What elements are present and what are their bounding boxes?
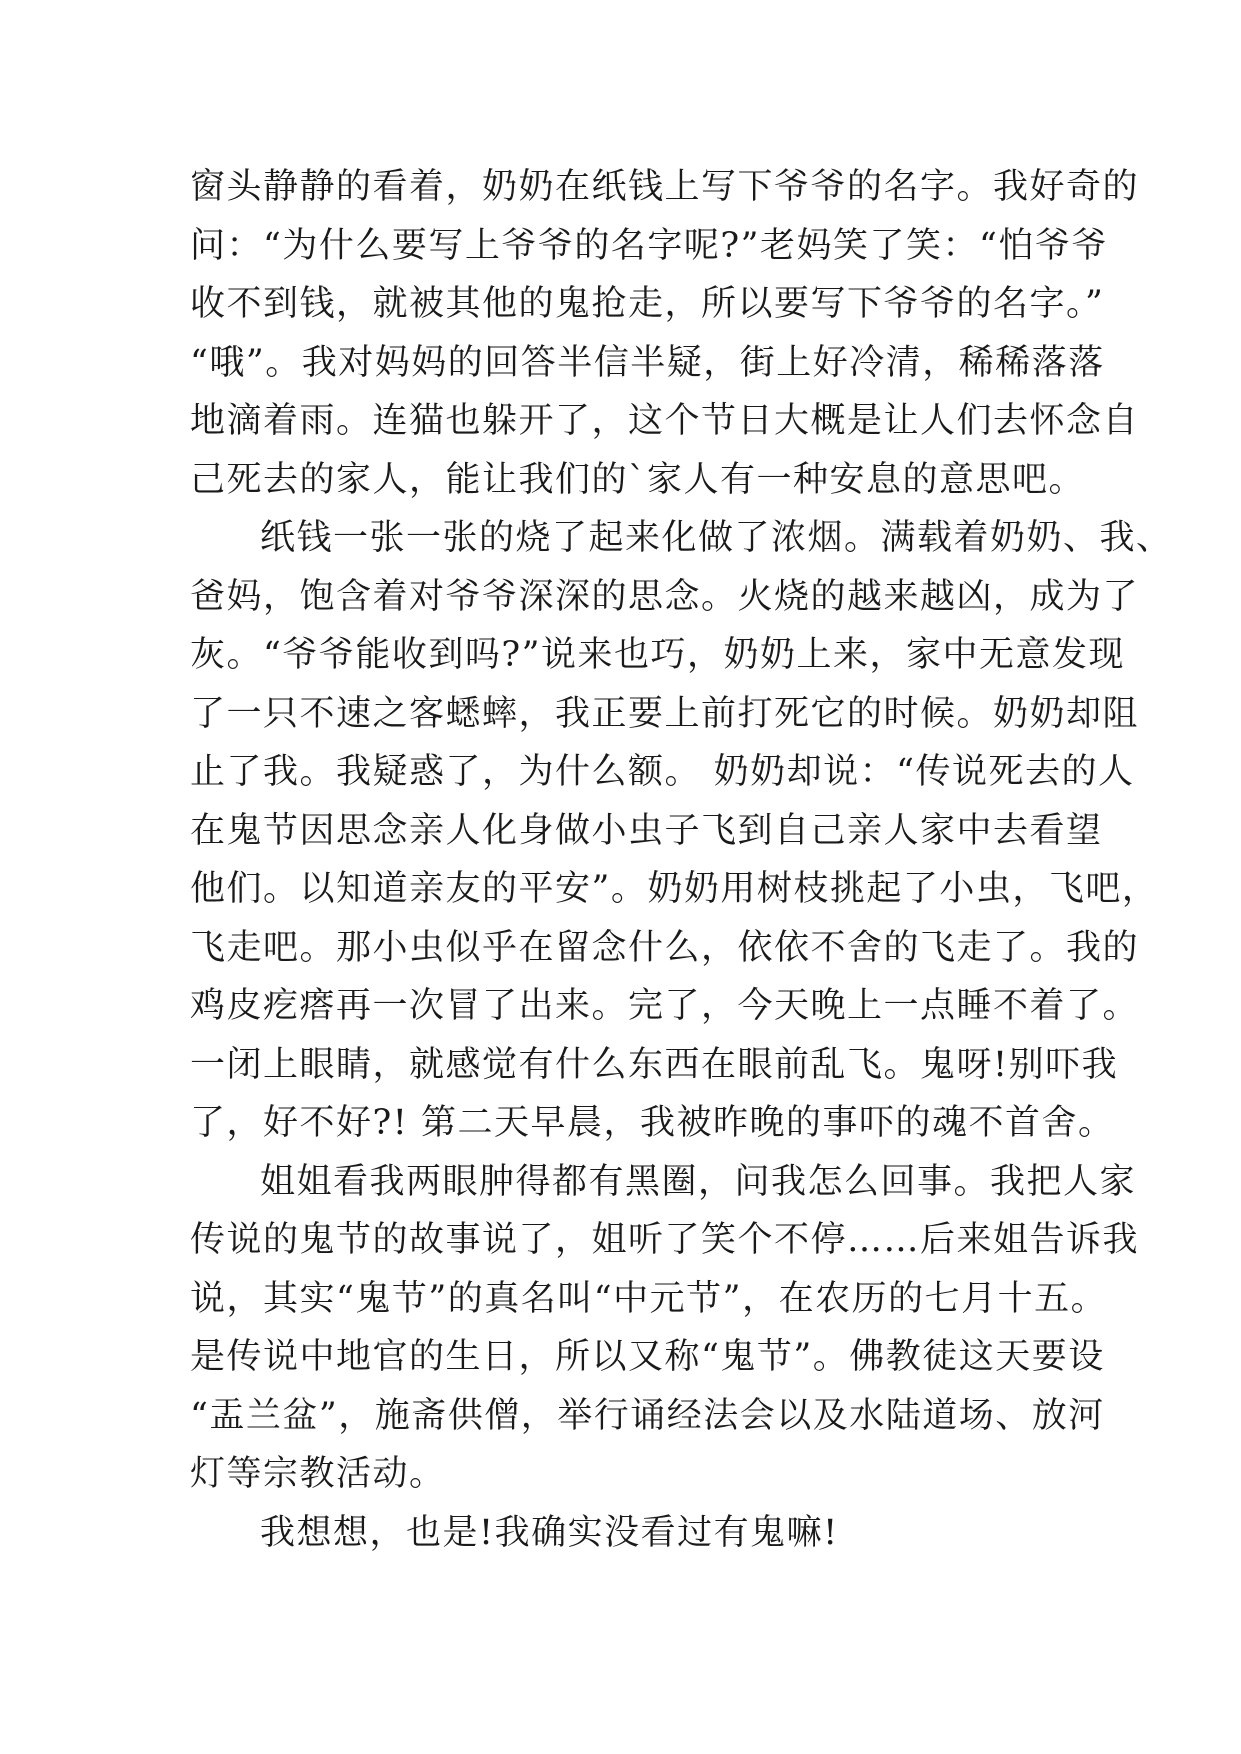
text-line: 飞走吧。那小虫似乎在留念什么，依依不舍的飞走了。我的 — [190, 927, 1140, 968]
text-line: 爸妈，饱含着对爷爷深深的思念。火烧的越来越凶，成为了 — [190, 576, 1140, 617]
text-line: 是传说中地官的生日，所以又称“鬼节”。佛教徒这天要设 — [190, 1337, 1105, 1377]
text-line: 己死去的家人，能让我们的`家人有一种安息的意思吧。 — [190, 459, 1086, 500]
text-line: “哦”。我对妈妈的回答半信半疑，街上好冷清，稀稀落落 — [190, 342, 1105, 383]
text-line: 他们。以知道亲友的平安”。奶奶用树枝挑起了小虫，飞吧， — [190, 869, 1159, 909]
text-line: 鸡皮疙瘩再一次冒了出来。完了，今天晚上一点睡不着了。 — [190, 986, 1140, 1026]
text-line: 了一只不速之客蟋蟀，我正要上前打死它的时候。奶奶却阻 — [190, 693, 1140, 734]
text-line: 灯等宗教活动。 — [190, 1454, 446, 1494]
body-text — [190, 158, 1173, 1562]
text-line: 我想想，也是!我确实没看过有鬼嘛! — [260, 1512, 839, 1553]
text-line: 收不到钱，就被其他的鬼抢走，所以要写下爷爷的名字。” — [190, 284, 1105, 324]
text-line: 一闭上眼睛，就感觉有什么东西在眼前乱飞。鬼呀!别吓我 — [190, 1044, 1119, 1085]
text-line: 纸钱一张一张的烧了起来化做了浓烟。满载着奶奶、我、 — [260, 518, 1173, 558]
text-line: 说，其实“鬼节”的真名叫“中元节”，在农历的七月十五。 — [190, 1278, 1108, 1319]
text-line: 了，好不好?! 第二天早晨，我被昨晚的事吓的魂不首舍。 — [190, 1103, 1115, 1143]
text-line: 地滴着雨。连猫也躲开了，这个节日大概是让人们去怀念自 — [190, 401, 1140, 441]
text-line: 在鬼节因思念亲人化身做小虫子飞到自己亲人家中去看望 — [190, 810, 1103, 851]
text-line: 问：“为什么要写上爷爷的名字呢?”老妈笑了笑：“怕爷爷 — [190, 225, 1108, 266]
text-line: 窗头静静的看着，奶奶在纸钱上写下爷爷的名字。我好奇的 — [190, 167, 1140, 207]
text-line: “盂兰盆”，施斋供僧，举行诵经法会以及水陆道场、放河 — [190, 1395, 1105, 1436]
text-line: 止了我。我疑惑了，为什么额。 奶奶却说：“传说死去的人 — [190, 752, 1135, 792]
text-line: 姐姐看我两眼肿得都有黑圈，问我怎么回事。我把人家 — [260, 1161, 1137, 1202]
text-line: 传说的鬼节的故事说了，姐听了笑个不停……后来姐告诉我 — [190, 1220, 1140, 1260]
text-line: 灰。“爷爷能收到吗?”说来也巧，奶奶上来，家中无意发现 — [190, 635, 1126, 675]
